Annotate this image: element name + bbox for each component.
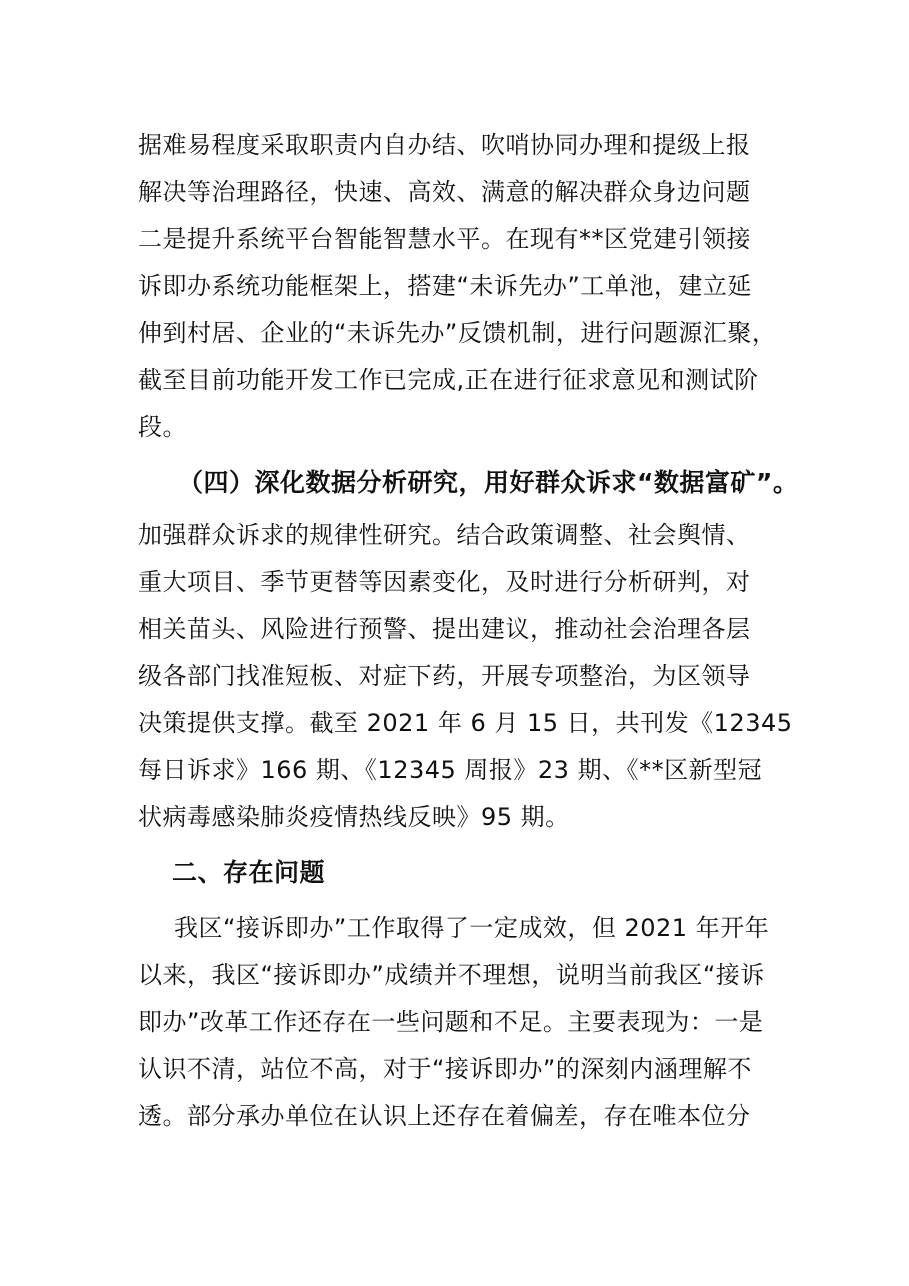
paragraph-line: 即办”改革工作还存在一些问题和不足。主要表现为：一是 xyxy=(138,1008,764,1036)
paragraph-line: 加强群众诉求的规律性研究。结合政策调整、社会舆情、 xyxy=(138,521,751,549)
paragraph-line: 伸到村居、企业的“未诉先办”反馈机制，进行问题源汇聚， xyxy=(138,319,777,347)
section-heading-4: （四）深化数据分析研究，用好群众诉求“数据富矿”。 xyxy=(178,468,799,497)
paragraph-line: 段。 xyxy=(138,413,187,441)
section-heading-2: 二、存在问题 xyxy=(172,858,326,887)
paragraph-line: 决策提供支撑。截至 2021 年 6 月 15 日，共刊发《12345 xyxy=(138,709,793,737)
paragraph-line: 认识不清，站位不高，对于“接诉即办”的深刻内涵理解不 xyxy=(138,1055,752,1083)
paragraph-line: 状病毒感染肺炎疫情热线反映》95 期。 xyxy=(138,803,570,831)
paragraph-line: 每日诉求》166 期、《12345 周报》23 期、《**区新型冠 xyxy=(138,756,763,784)
paragraph-line: 相关苗头、风险进行预警、提出建议，推动社会治理各层 xyxy=(138,615,751,643)
paragraph-line: 解决等治理路径，快速、高效、满意的解决群众身边问题 xyxy=(138,178,751,206)
paragraph-line: 诉即办系统功能框架上，搭建“未诉先办”工单池，建立延 xyxy=(138,272,752,300)
paragraph-line: 透。部分承办单位在认识上还存在着偏差，存在唯本位分 xyxy=(138,1102,751,1130)
paragraph-line: 级各部门找准短板、对症下药，开展专项整治，为区领导 xyxy=(138,662,751,690)
paragraph-line: 截至目前功能开发工作已完成,正在进行征求意见和测试阶 xyxy=(138,366,759,394)
paragraph-line: 据难易程度采取职责内自办结、吹哨协同办理和提级上报 xyxy=(138,131,751,159)
paragraph-line: 二是提升系统平台智能智慧水平。在现有**区党建引领接 xyxy=(138,225,751,253)
paragraph-line: 我区“接诉即办”工作取得了一定成效，但 2021 年开年 xyxy=(174,914,770,942)
paragraph-line: 以来，我区“接诉即办”成绩并不理想，说明当前我区“接诉 xyxy=(138,961,765,989)
paragraph-line: 重大项目、季节更替等因素变化，及时进行分析研判，对 xyxy=(138,568,751,596)
